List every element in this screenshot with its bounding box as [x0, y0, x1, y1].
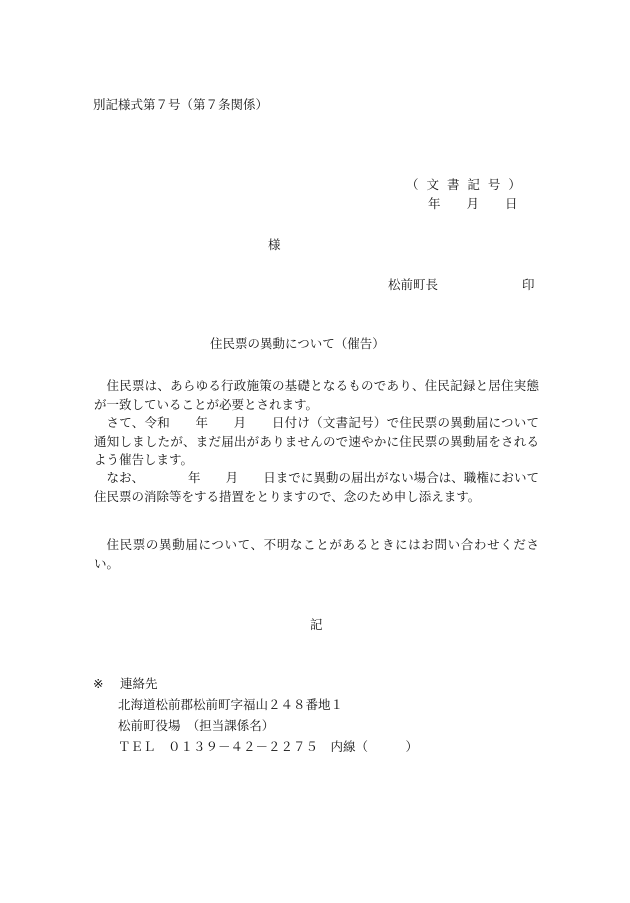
date-line: 年 月 日	[428, 196, 518, 211]
contact-office: 松前町役場 （担当課係名）	[118, 718, 275, 733]
document-number: （ 文 書 記 号 ）	[406, 177, 523, 192]
paragraph-3: なお、 年 月 日までに異動の届出がない場合は、職権において住民票の消除等をする措置をとりますので、念のため申し添えます。	[94, 470, 539, 504]
paragraph-1: 住民票は、あらゆる行政施策の基礎となるものであり、住民記録と居住実態が一致していることが必要とされます。	[94, 378, 539, 412]
contact-tel: ＴＥＬ ０１３９－４２－２２７５ 内線（ ）	[118, 739, 419, 754]
ki-heading: 記	[310, 617, 323, 632]
paragraph-2: さて、令和 年 月 日付け（文書記号）で住民票の異動届について通知しましたが、まだ届出がありませんので速やかに住民票の異動届をされるよう催告します。	[94, 415, 539, 467]
note-mark: ※	[93, 676, 104, 691]
recipient-suffix: 様	[268, 237, 281, 252]
seal-mark: 印	[522, 277, 535, 292]
contact-heading: 連絡先	[120, 676, 158, 691]
paragraph-4: 住民票の異動届について、不明なことがあるときにはお問い合わせください。	[94, 537, 539, 571]
contact-address: 北海道松前郡松前町字福山２４８番地１	[118, 697, 344, 712]
document-subject: 住民票の異動について（催告）	[210, 336, 385, 351]
sender-title: 松前町長	[388, 277, 439, 292]
form-label: 別記様式第７号（第７条関係）	[93, 97, 269, 112]
